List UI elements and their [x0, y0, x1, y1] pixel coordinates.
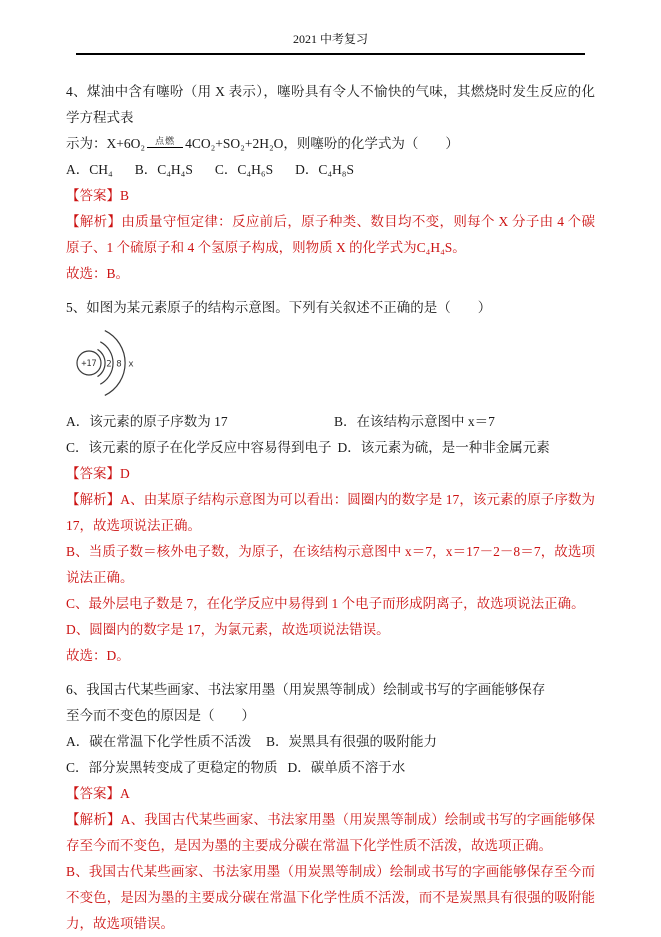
- question-6-options-row2: [66, 755, 595, 781]
- option-c: C．部分炭黑转变成了更稳定的物质: [66, 760, 278, 775]
- question-6-options-row1: [66, 729, 595, 755]
- question-5-analysis-3: C、最外层电子数是 7，在化学反应中易得到 1 个电子而形成阴离子，故选项说法正确。: [66, 596, 585, 611]
- option-b: B．在该结构示意图中 x＝7: [334, 414, 495, 429]
- option-b: B．炭黑具有很强的吸附能力: [266, 734, 438, 749]
- option-c: C．C₄H₆S: [214, 162, 274, 177]
- header-title: 2021 中考复习: [292, 32, 368, 46]
- question-5-stem: 5、如图为某元素原子的结构示意图。下列有关叙述不正确的是（ ）: [66, 300, 492, 315]
- option-d: D．C₄H₈S: [295, 162, 355, 177]
- question-5: [66, 295, 595, 669]
- document-header: [66, 0, 595, 48]
- question-5-options-row1: [66, 409, 595, 435]
- question-5-analysis-2: B、当质子数＝核外电子数，为原子，在该结构示意图中 x＝7，x＝17－2－8＝7，故选项说法正确。: [66, 544, 595, 585]
- document-content: [66, 55, 595, 937]
- option-a: A．该元素的原子序数为 17: [66, 414, 228, 429]
- question-4: [66, 79, 595, 287]
- question-5-options-row2: [66, 435, 595, 461]
- shell-2-electron-count: 8: [116, 359, 122, 370]
- question-6-stem-line2: 至今而不变色的原因是（ ）: [66, 708, 255, 723]
- equation-suffix: 4CO₂+SO₂+2H₂O，则噻吩的化学式为（ ）: [185, 136, 459, 151]
- option-a: A．CH₄: [66, 162, 113, 177]
- question-4-options: [66, 157, 595, 183]
- reaction-arrow-line: [147, 147, 183, 148]
- question-6-analysis-2: B、我国古代某些画家、书法家用墨（用炭黑等制成）绘制或书写的字画能够保存至今而不变色，是因为墨的主要成分碳在常温下化学性质不活泼，而不是炭黑具有很强的吸附能力，故选项错误。: [66, 864, 595, 931]
- question-6-stem-line1: 6、我国古代某些画家、书法家用墨（用炭黑等制成）绘制或书写的字画能够保存: [66, 682, 546, 697]
- atomic-structure-diagram: [68, 323, 168, 407]
- option-d: D．碳单质不溶于水: [287, 760, 406, 775]
- option-d: D．该元素为硫，是一种非金属元素: [337, 440, 550, 455]
- question-6: [66, 677, 595, 937]
- option-a: A．碳在常温下化学性质不活泼: [66, 734, 252, 749]
- reaction-condition-label: 点燃: [155, 136, 176, 146]
- question-6-answer: 【答案】A: [66, 786, 130, 801]
- question-4-analysis-1: 【解析】由质量守恒定律：反应前后，原子种类、数目均不变，则每个 X 分子由 4 个碳原子、1 个硫原子和 4 个氢原子构成，则物质 X 的化学式为C₄H₄S。: [66, 214, 595, 255]
- nucleus-charge-label: +17: [81, 359, 97, 369]
- shell-3-electron-count: x: [128, 359, 134, 370]
- question-4-answer: 【答案】B: [66, 188, 130, 203]
- option-b: B．C₄H₄S: [134, 162, 193, 177]
- question-4-equation-line: [66, 131, 595, 157]
- shell-1-electron-count: 2: [106, 359, 112, 370]
- question-4-analysis-2: 故选：B。: [66, 266, 130, 281]
- question-5-answer: 【答案】D: [66, 466, 130, 481]
- question-5-analysis-1: 【解析】A、由某原子结构示意图为可以看出：圆圈内的数字是 17，该元素的原子序数为 17，故选项说法正确。: [66, 492, 595, 533]
- reaction-condition: [147, 137, 183, 148]
- question-4-stem-line1: 4、煤油中含有噻吩（用 X 表示），噻吩具有令人不愉快的气味，其燃烧时发生反应的化学方程式表: [66, 84, 595, 125]
- question-6-analysis-1: 【解析】A、我国古代某些画家、书法家用墨（用炭黑等制成）绘制或书写的字画能够保存至今而不变色，是因为墨的主要成分碳在常温下化学性质不活泼，故选项正确。: [66, 812, 595, 853]
- question-5-analysis-5: 故选：D。: [66, 648, 130, 663]
- option-c: C．该元素的原子在化学反应中容易得到电子: [66, 440, 332, 455]
- equation-prefix: 示为：X+6O₂: [66, 136, 146, 151]
- question-5-analysis-4: D、圆圈内的数字是 17，为氯元素，故选项说法错误。: [66, 622, 390, 637]
